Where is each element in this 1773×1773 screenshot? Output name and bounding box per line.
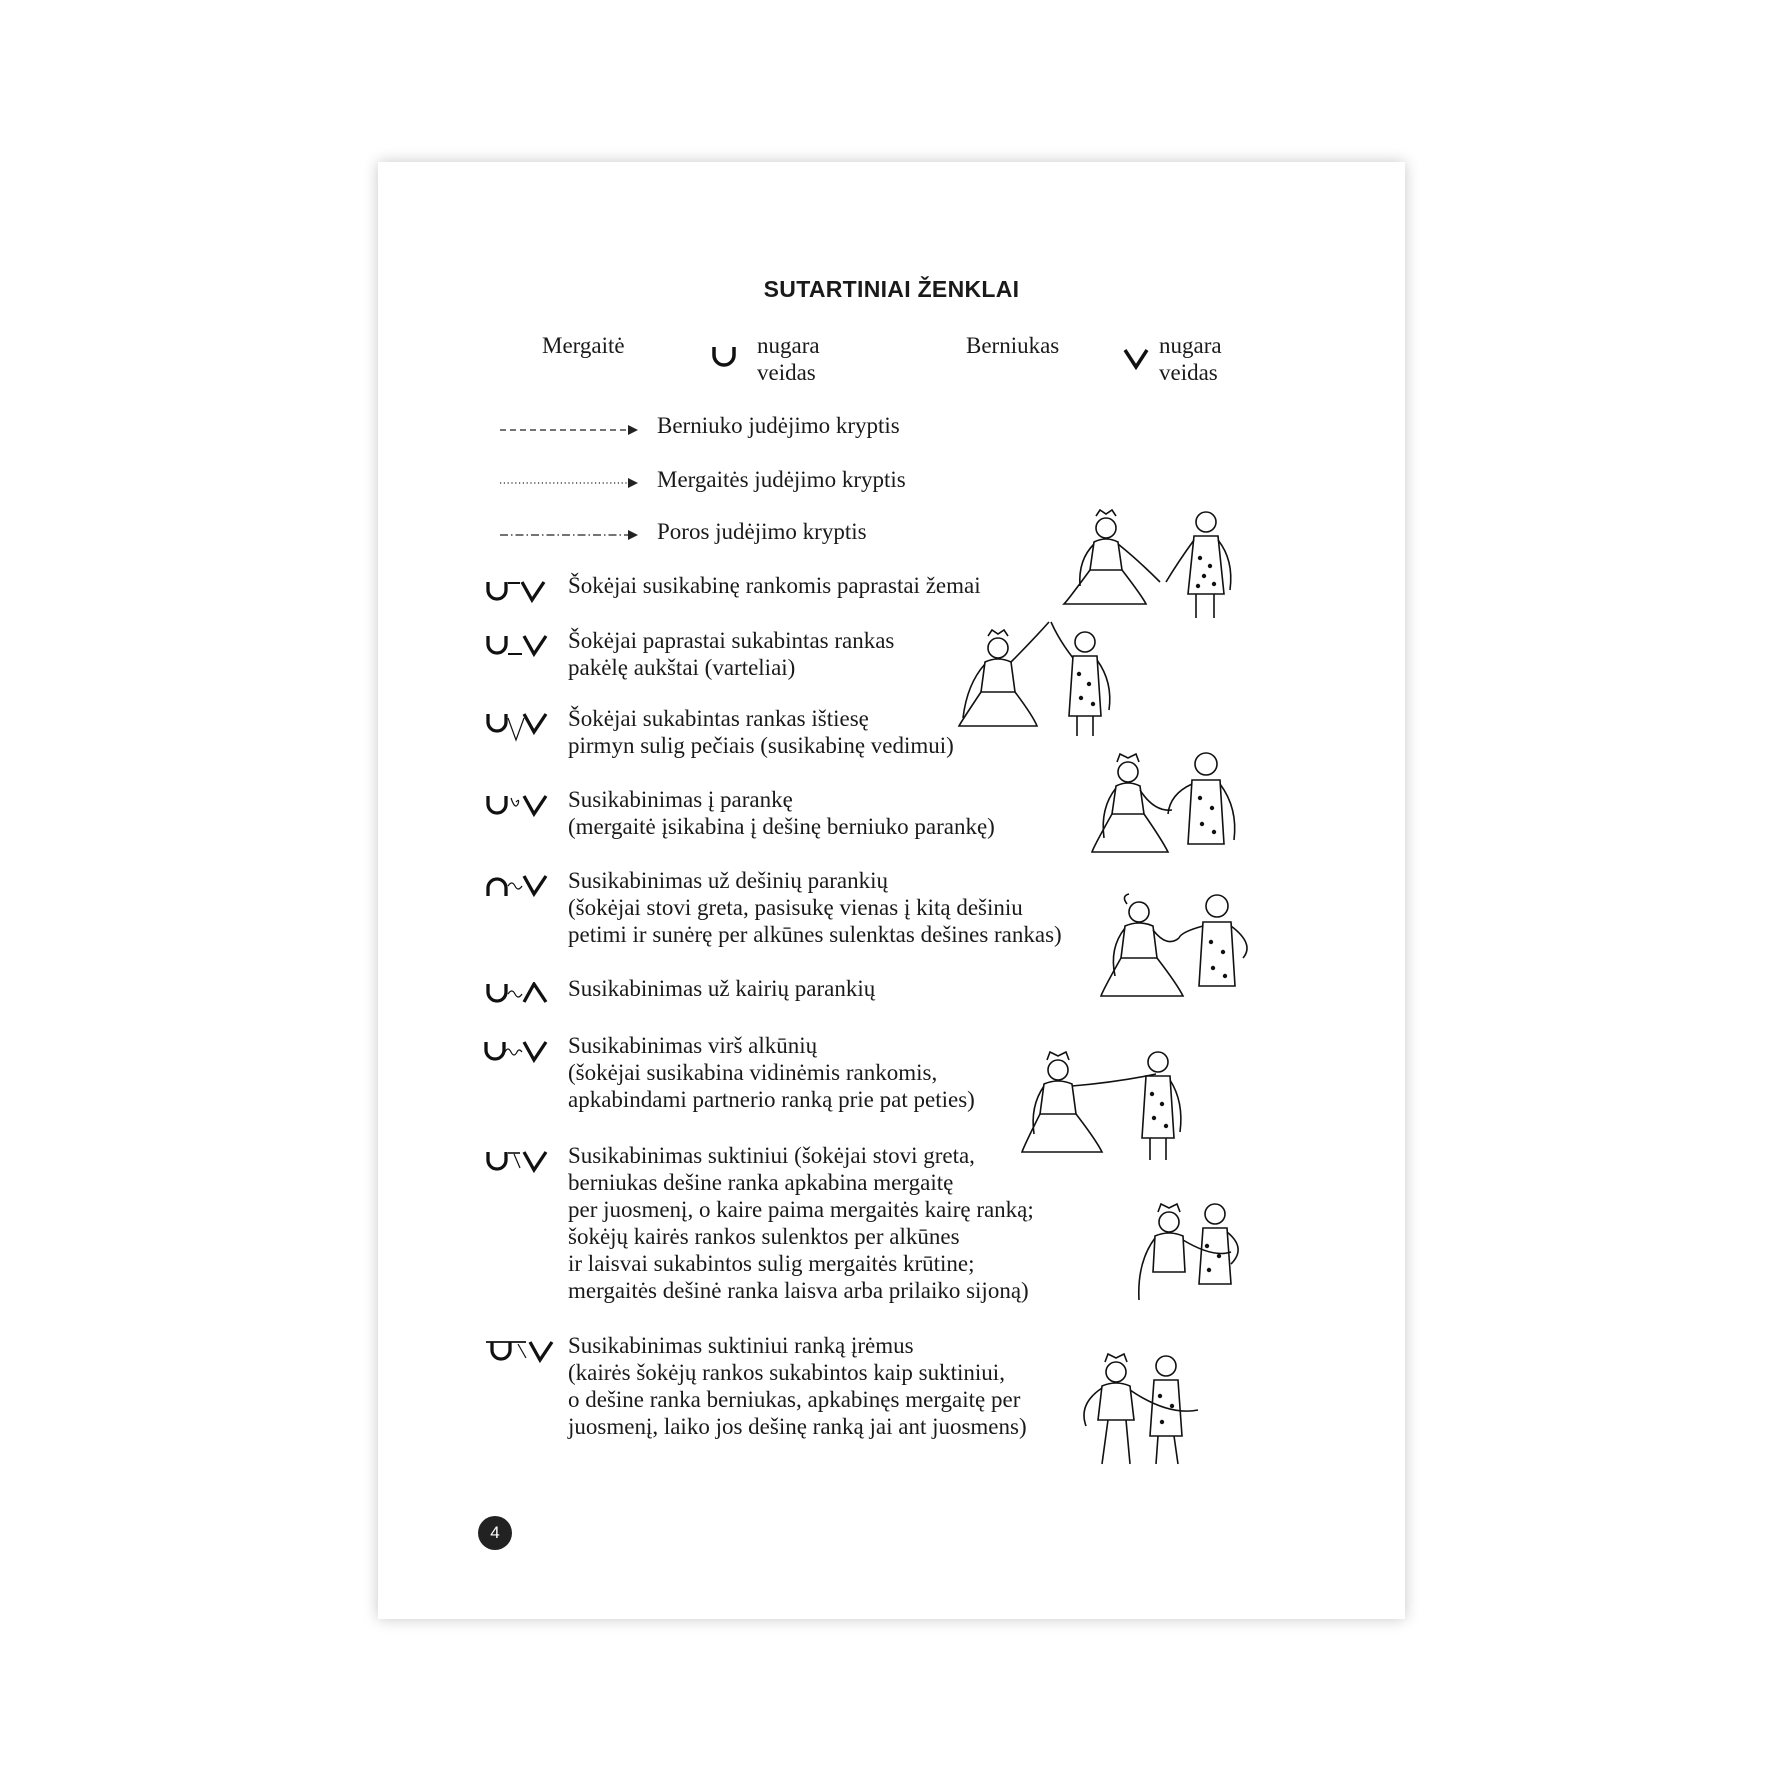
girl-direction-arrow-icon	[500, 477, 640, 489]
document-page	[378, 162, 1405, 1619]
girl-back-label: nugara	[757, 333, 820, 358]
boy-label: Berniukas	[966, 333, 1060, 358]
boy-direction-arrow-icon	[500, 424, 640, 436]
girl-label: Mergaitė	[542, 333, 625, 358]
couple-above-elbows-illustration	[1018, 1042, 1208, 1162]
polka-hold-icon	[484, 1150, 554, 1174]
page-title: SUTARTINIAI ŽENKLAI	[763, 276, 1020, 302]
girl-symbol-icon	[711, 345, 739, 369]
hold-text: Šokėjai susikabinę rankomis paprastai žemai	[568, 573, 981, 598]
hold-text: Susikabinimas į parankę (mergaitė įsikabina į dešinę berniuko parankę)	[568, 787, 995, 839]
hold-text: Šokėjai sukabintas rankas ištiesę pirmyn sulig pečiais (susikabinę vedimui)	[568, 706, 954, 758]
couple-arm-in-arm-illustration	[1088, 742, 1258, 862]
couple-right-elbows-illustration	[1093, 882, 1263, 1007]
boy-symbol-icon	[1123, 348, 1149, 370]
pair-direction-arrow-icon	[500, 529, 640, 541]
hold-text: Susikabinimas už kairių parankių	[568, 976, 876, 1001]
polka-hand-on-waist-hold-icon	[486, 1338, 558, 1364]
boy-back-label: nugara	[1159, 333, 1222, 358]
direction-label: Berniuko judėjimo kryptis	[657, 413, 900, 438]
hold-text: Susikabinimas už dešinių parankių (šokėjai stovi greta, pasisukę vienas į kitą dešiniu petimi ir sunėrę per alkūnes sulenktas dešines rankas)	[568, 868, 1062, 947]
direction-label: Poros judėjimo kryptis	[657, 519, 867, 544]
left-elbows-hold-icon	[484, 982, 554, 1006]
hold-text: Susikabinimas suktiniui ranką įrėmus (kairės šokėjų rankos sukabintos kaip suktiniui, o dešine ranka berniukas, apkabinęs mergaitę per juosmenį, laiko jos dešinę ranką jai ant juosmens)	[568, 1333, 1027, 1439]
right-elbows-hold-icon	[484, 874, 554, 898]
couple-raised-hands-illustration	[953, 618, 1153, 738]
hold-text: Susikabinimas suktiniui (šokėjai stovi greta, berniukas dešine ranka apkabina mergaitę per juosmenį, o kaire paima mergaitės kairę ranką; šokėjų kairės rankos sulenktos per alkūnes ir laisvai sukabintos sulig mergaitės krūtine; mergaitės dešinė ranka laisva arba prilaiko sijoną)	[568, 1143, 1034, 1303]
arm-in-arm-hold-icon	[484, 794, 554, 818]
low-hands-hold-icon	[484, 580, 554, 604]
girl-face-label: veidas	[757, 360, 816, 385]
hold-text: Šokėjai paprastai sukabintas rankas pakėlę aukštai (varteliai)	[568, 628, 895, 680]
couple-low-hands-illustration	[1058, 500, 1268, 620]
page-number-badge: 4	[478, 1516, 512, 1550]
forward-hands-hold-icon	[484, 712, 554, 744]
raised-hands-hold-icon	[484, 634, 554, 658]
above-elbows-hold-icon	[482, 1040, 554, 1064]
direction-label: Mergaitės judėjimo kryptis	[657, 467, 906, 492]
couple-polka-illustration	[1123, 1192, 1253, 1312]
hold-text: Susikabinimas virš alkūnių (šokėjai susikabina vidinėmis rankomis, apkabindami partnerio ranką prie pat peties)	[568, 1033, 975, 1112]
boy-face-label: veidas	[1159, 360, 1218, 385]
couple-polka-hand-on-waist-illustration	[1068, 1346, 1228, 1471]
